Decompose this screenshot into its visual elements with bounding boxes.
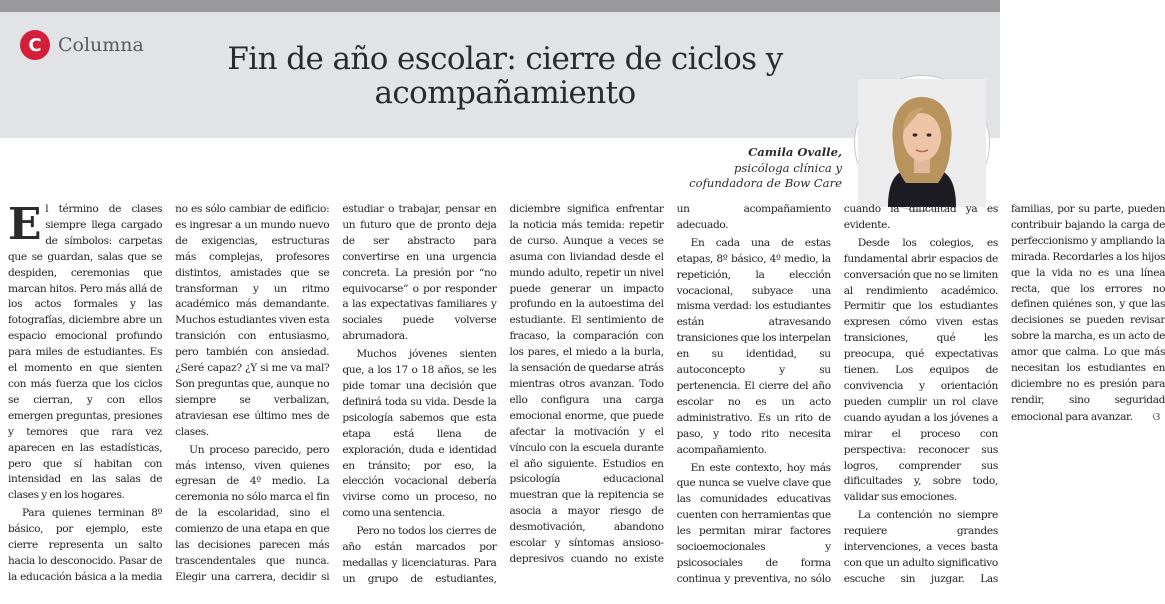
article-paragraph: Desde los colegios, es fundamental abrir espacios de conversación que no se limiten al rendimiento académico. Permitir que los estudiantes expresen cómo viven estas transiciones, qué les preocupa, qué expectativas tienen. Los equipos de convivencia y orientación pueden cumplir un rol clave cuando ayudan a los jóvenes a mirar el proceso con perspectiva: reconocer sus logros, comprender sus dificultades y, sobre todo, validar sus emociones. <box>843 236 998 504</box>
byline-author: Camila Ovalle, <box>748 145 842 159</box>
article-paragraph: Para quienes terminan 8º básico, por ejemplo, este cierre representa un salto hacia lo desconocido. Pasar de la educación básica a la media no es sólo cambiar de edificio: es ingresar a un mundo nuevo de exigencias, estructuras más complejas, profesores distintos, amistades que se transforman y un ritmo académico más demandante. Muchos estudiantes viven esta transición con entusiasmo, pero también con ansiedad. ¿Seré capaz? ¿Y si me va mal? Son preguntas que, aunque no siempre se verbalizan, atraviesan ese último mes de clases. <box>8 203 330 583</box>
article-paragraph: Pero no todos los cierres de año están marcados por medallas y licenciaturas. Para un grupo de estudiantes, diciembre significa enfrentar la noticia más temida: repetir de curso. Aunque a veces se asuma con liviandad desde el mundo adulto, repetir un nivel puede generar un impacto profundo en la autoestima del estudiante. El sentimiento de fracaso, la comparación con los pares, el miedo a la burla, la sensación de quedarse atrás mientras otros avanzan. Todo ello configura una carga emocional enorme, que puede afectar la motivación y el vínculo con la escuela durante el año siguiente. Estudios en psicología educacional muestran que la repitencia se asocia a mayor riesgo de desmotivación, abandono escolar y síntomas ansioso-depresivos cuando no existe un acompañamiento adecuado. <box>342 203 831 585</box>
section-label: Columna <box>58 34 144 56</box>
article-paragraph: Un proceso parecido, pero más intenso, viven quienes egresan de 4º medio. La ceremonia no sólo marca el fin de la escolaridad, sino el comienzo de una etapa en que las decisiones parecen más trascendentales que nunca. Elegir una carrera, decidir si estudiar o trabajar, pensar en un futuro que de pronto deja de ser abstracto para convertirse en una urgencia concreta. La presión por “no equivocarse” o por responder a las expectativas familiares y sociales puede volverse abrumadora. <box>175 203 497 583</box>
drop-cap: E <box>8 199 42 250</box>
section-tag <box>20 30 144 60</box>
article-headline: Fin de año escolar: cierre de ciclos y acompañamiento <box>227 41 783 111</box>
article-paragraph: En este contexto, hoy más que nunca se vuelve clave que las comunidades educativas cuenten con herramientas que les permitan mirar factores socioemocionales y psicosociales de forma continua y preventiva, no sólo cuando la dificultad ya es evidente. <box>676 203 998 585</box>
article-body <box>8 199 1165 598</box>
byline <box>689 145 842 192</box>
article-paragraph-last: La contención no siempre requiere grandes intervenciones, a veces basta con que un adulto significativo escuche sin juzgar. Las familias, por su parte, pueden contribuir bajando la carga de perfeccionismo y ampliando la mirada. Recordarles a los hijos que la vida no es una línea recta, que los errores no definen quiénes son, y que las decisiones se pueden revisar sobre la marcha, es un acto de amor que calma. Lo que más necesitan los estudiantes en diciembre no es presión para rendir, sino seguridad emocional para avanzar. ଓ <box>843 203 1165 585</box>
article-paragraph: En cada una de estas etapas, 8º básico, 4º medio, la repetición, la elección vocacional, subyace una misma verdad: los estudiantes están atravesando transiciones que los interpelan en su identidad, su autoconcepto y su pertenencia. El cierre del año escolar no es un acto administrativo. Es un rito de paso, y todo rito necesita acompañamiento. <box>676 236 831 456</box>
byline-role-2: cofundadora de Bow Care <box>689 176 842 190</box>
byline-role-1: psicóloga clínica y <box>734 160 842 175</box>
column-c-icon: C <box>20 30 50 60</box>
author-photo <box>858 79 986 207</box>
author-portrait <box>855 76 989 210</box>
top-color-band <box>0 0 1000 12</box>
article-paragraph: Muchos jóvenes sienten que, a los 17 o 18 años, se les pide tomar una decisión que definirá toda su vida. Desde la psicología sabemos que esta etapa está llena de exploración, duda e identidad en tránsito; por eso, la elección vocacional debería vivirse como un proceso, no como una sentencia. <box>342 348 497 520</box>
end-of-article-icon: ଓ <box>1152 409 1160 423</box>
article-paragraph: El término de clases siempre llega cargado de símbolos: carpetas que se guardan, salas que se despiden, ceremonias que marcan hitos. Pero más allá de los actos formales y las fotografías, diciembre abre un espacio emocional profundo para miles de estudiantes. Es el momento en que sienten con más fuerza que los ciclos se cierran, y con ellos emergen preguntas, presiones y temores que rara vez aparecen en las estadísticas, pero que sí habitan con intensidad en las salas de clases y en los hogares. <box>8 199 163 502</box>
